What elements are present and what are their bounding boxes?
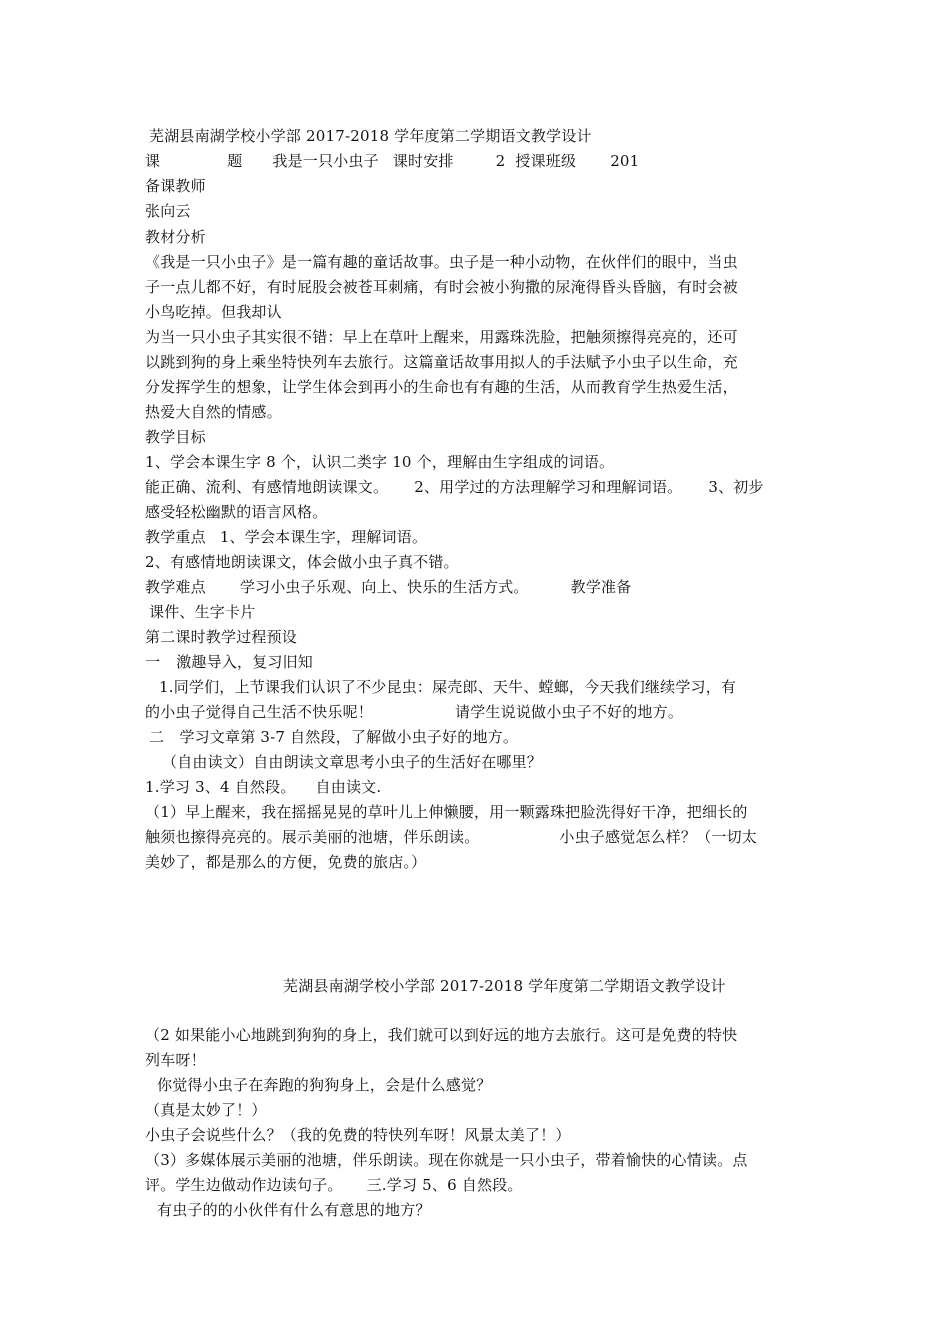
period-label: 课时安排: [392, 152, 454, 170]
analysis-line: 子一点儿都不好，有时屁股会被苍耳刺痛，有时会被小狗撒的尿淹得昏头昏脑，有时会被: [145, 278, 738, 296]
section-2-heading: 二 学习文章第 3-7 自然段，了解做小虫子好的地方。: [149, 728, 519, 746]
key-line-1: [145, 526, 427, 548]
analysis-line: 小鸟吃掉。但我却认: [145, 303, 282, 321]
difficulty-label: 教学难点: [145, 578, 206, 596]
item-text-b: 自由读文.: [315, 778, 382, 796]
analysis-line: 《我是一只小虫子》是一篇有趣的童话故事。虫子是一种小动物，在伙伴们的眼中，当虫: [145, 253, 738, 271]
analysis-line: 分发挥学生的想象，让学生体会到再小的生命也有有趣的生活，从而教育学生热爱生活，: [145, 378, 738, 396]
goal-text-c: 3、初步: [708, 478, 764, 496]
goal-line-3: 感受轻松幽默的语言风格。: [145, 503, 328, 521]
analysis-label: 教材分析: [145, 228, 206, 246]
section-1-para-line: [145, 701, 683, 723]
section-1-para-line: 1.同学们，上节课我们认识了不少昆虫：屎壳郎、天牛、螳螂，今天我们继续学习，有: [159, 678, 737, 696]
prep-label: 教学准备: [570, 578, 632, 596]
item-text-a: 1.学习 3、4 自然段。: [145, 778, 296, 796]
page2-line: 列车呀！: [145, 1051, 206, 1069]
section-1-number: 一: [145, 653, 161, 671]
difficulty-text: 学习小虫子乐观、向上、快乐的生活方式。: [239, 578, 529, 596]
section-1-heading: [145, 651, 313, 673]
para-text-a: 的小虫子觉得自己生活不快乐呢！: [145, 703, 374, 721]
para-text-a: 触须也擦得亮亮的。展示美丽的池塘，伴乐朗读。: [145, 828, 480, 846]
period-value: 2: [495, 152, 506, 170]
para-text-b: 请学生说说做小虫子不好的地方。: [455, 703, 684, 721]
lesson-title: 我是一只小虫子: [272, 152, 379, 170]
key-2: 2、有感情地朗读课文，体会做小虫子真不错。: [145, 553, 459, 571]
analysis-line: 热爱大自然的情感。: [145, 403, 282, 421]
goal-1: 1、学会本课生字 8 个，认识二类字 10 个，理解由生字组成的词语。: [145, 453, 615, 471]
difficulty-line: [145, 576, 631, 598]
section-2-para-line: 美妙了，都是那么的方便，免费的旅店。）: [145, 853, 427, 871]
section-2-reading: （自由读文）自由朗读文章思考小虫子的生活好在哪里？: [162, 753, 543, 771]
label-ti: 题: [227, 152, 243, 170]
key-1: 1、学会本课生字，理解词语。: [219, 528, 428, 546]
page-header: 芜湖县南湖学校小学部 2017-2018 学年度第二学期语文教学设计: [149, 127, 592, 145]
section-2-para-line: [145, 826, 757, 848]
analysis-line: 以跳到狗的身上乘坐特快列车去旅行。这篇童话故事用拟人的手法赋予小虫子以生命，充: [145, 353, 738, 371]
section-2-item-1: [145, 776, 381, 798]
page2-line: 有虫子的的小伙伴有什么有意思的地方？: [157, 1201, 431, 1219]
info-row: [145, 150, 639, 172]
line-text-b: 三.学习 5、6 自然段。: [366, 1176, 523, 1194]
class-label: 授课班级: [515, 152, 577, 170]
page2-line: （3）多媒体展示美丽的池塘，伴乐朗读。现在你就是一只小虫子，带着愉快的心情读。点: [145, 1151, 748, 1169]
page-header: 芜湖县南湖学校小学部 2017-2018 学年度第二学期语文教学设计: [283, 977, 726, 995]
section-2-para-line: （1）早上醒来，我在摇摇晃晃的草叶儿上伸懒腰，用一颗露珠把脸洗得好干净，把细长的: [145, 803, 748, 821]
goals-label: 教学目标: [145, 428, 206, 446]
page2-line: [145, 1174, 523, 1196]
teacher-name: 张向云: [145, 202, 191, 220]
analysis-line: 为当一只小虫子其实很不错：早上在草叶上醒来，用露珠洗脸，把触须擦得亮亮的，还可: [145, 328, 738, 346]
line-text-a: 评。学生边做动作边读句子。: [145, 1176, 343, 1194]
key-label: 教学重点: [145, 528, 206, 546]
section-1-text: 激趣导入，复习旧知: [176, 653, 314, 671]
page2-line: 你觉得小虫子在奔跑的狗狗身上，会是什么感觉？: [157, 1076, 492, 1094]
page2-line: 小虫子会说些什么？（我的免费的特快列车呀！风景太美了！）: [145, 1126, 571, 1144]
prep-text: 课件、生字卡片: [149, 603, 256, 621]
page2-line: （真是太妙了！）: [145, 1101, 267, 1119]
para-text-b: 小虫子感觉怎么样？（一切太: [559, 828, 758, 846]
goal-text-b: 2、用学过的方法理解学习和理解词语。: [414, 478, 683, 496]
process-title: 第二课时教学过程预设: [145, 628, 298, 646]
goal-line-2: [145, 476, 764, 498]
teacher-label: 备课教师: [145, 177, 206, 195]
label-ke: 课: [145, 152, 161, 170]
goal-text-a: 能正确、流利、有感情地朗读课文。: [145, 478, 389, 496]
page2-line: （2 如果能小心地跳到狗狗的身上，我们就可以到好远的地方去旅行。这可是免费的特快: [145, 1026, 738, 1044]
class-value: 201: [610, 152, 640, 170]
